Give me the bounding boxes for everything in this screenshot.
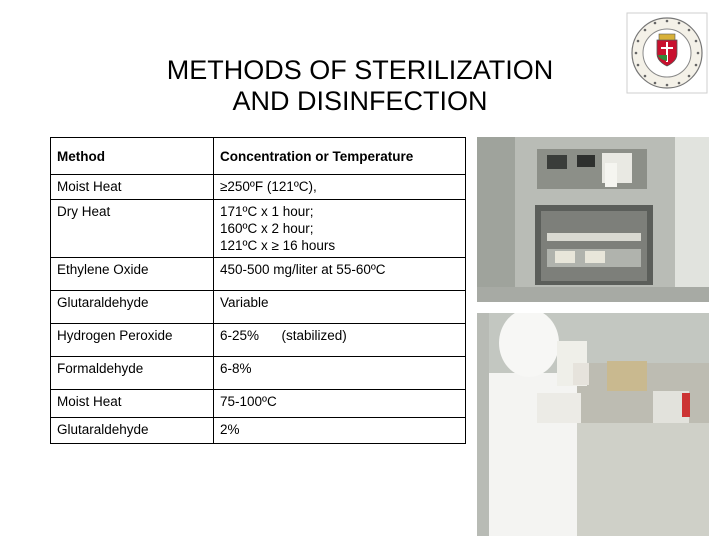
concentration-line: 75-100ºC — [220, 394, 277, 409]
concentration-line: 6-8% — [220, 361, 252, 376]
concentration-cell — [214, 390, 466, 418]
concentration-line: 450-500 mg/liter at 55-60ºC — [220, 262, 386, 277]
concentration-cell — [214, 291, 466, 324]
method-cell: Hydrogen Peroxide — [51, 324, 214, 357]
title-line-1: METHODS OF STERILIZATION — [166, 55, 554, 85]
header-concentration: Concentration or Temperature — [214, 138, 466, 175]
concentration-line: 121ºC x ≥ 16 hours — [220, 238, 336, 253]
method-cell: Glutaraldehyde — [51, 418, 214, 444]
table-row — [51, 324, 466, 357]
concentration-cell — [214, 258, 466, 291]
nurse-photo — [477, 313, 709, 536]
slide-title — [100, 55, 620, 117]
table-row — [51, 175, 466, 200]
concentration-line: 6-25% (stabilized) — [220, 328, 347, 343]
concentration-line: 2% — [220, 422, 240, 437]
method-cell: Dry Heat — [51, 200, 214, 258]
sterilizer-photo — [477, 137, 709, 302]
method-cell: Glutaraldehyde — [51, 291, 214, 324]
table-row — [51, 418, 466, 444]
method-cell: Ethylene Oxide — [51, 258, 214, 291]
methods-table — [50, 137, 466, 444]
concentration-cell — [214, 324, 466, 357]
concentration-cell — [214, 418, 466, 444]
table-row — [51, 258, 466, 291]
title-line-2: AND DISINFECTION — [232, 86, 488, 116]
table-row — [51, 357, 466, 390]
table-header-row — [51, 138, 466, 175]
header-method: Method — [51, 138, 214, 175]
table-row — [51, 390, 466, 418]
concentration-cell — [214, 200, 466, 258]
concentration-line: ≥250ºF (121ºC), — [220, 179, 317, 194]
method-cell: Moist Heat — [51, 175, 214, 200]
table-row — [51, 291, 466, 324]
concentration-cell — [214, 175, 466, 200]
method-cell: Formaldehyde — [51, 357, 214, 390]
university-seal-logo — [626, 12, 708, 94]
concentration-cell — [214, 357, 466, 390]
concentration-line: 160ºC x 2 hour; — [220, 221, 314, 236]
concentration-line: 171ºC x 1 hour; — [220, 204, 314, 219]
concentration-line: Variable — [220, 295, 269, 310]
table-row — [51, 200, 466, 258]
method-cell: Moist Heat — [51, 390, 214, 418]
